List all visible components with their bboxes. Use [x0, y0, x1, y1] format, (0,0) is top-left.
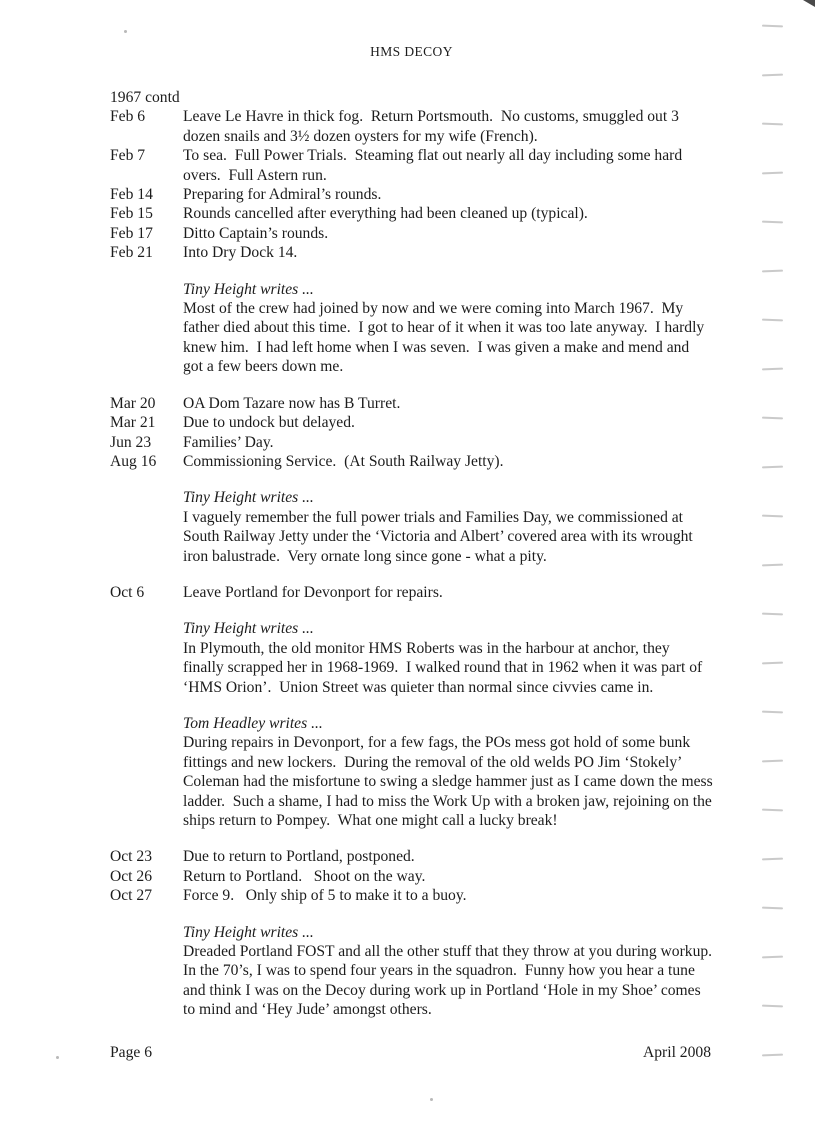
- quote-author: Tiny Height writes ...: [183, 489, 314, 507]
- log-entry-date: Feb 14: [110, 186, 153, 204]
- log-entry-date: Feb 15: [110, 205, 153, 223]
- quote-text: Dreaded Portland FOST and all the other stuff that they throw at you during workup. In the 70’s, I was to spend four years in the squadron. Funny how you hear a tune and think I was on the Decoy during work up in Portland ‘Hole in my Shoe’ comes to mind and ‘Hey Jude’ amongst others.: [183, 943, 720, 1019]
- entries: [110, 107, 720, 1019]
- quote-text: I vaguely remember the full power trials and Families Day, we commissioned at South Railway Jetty under the ‘Victoria and Albert’ covered area with its wrought iron balustrade. Very ornate long since gone - what a pity.: [183, 508, 697, 565]
- log-entry: [110, 224, 713, 243]
- log-entry-text: OA Dom Tazare now has B Turret.: [183, 394, 401, 412]
- log-entry-date: Feb 7: [110, 147, 146, 165]
- log-entry-date: Oct 23: [110, 848, 153, 866]
- log-entry: [110, 413, 713, 432]
- quote-block: [183, 619, 713, 697]
- page-footer: [110, 1044, 711, 1062]
- quote-author: Tom Headley writes ...: [183, 714, 323, 732]
- log-entry-text: Preparing for Admiral’s rounds.: [183, 186, 382, 204]
- log-entry-date: Feb 21: [110, 244, 153, 262]
- log-entry-text: Into Dry Dock 14.: [183, 244, 298, 262]
- quote-author: Tiny Height writes ...: [183, 923, 314, 941]
- log-entry-text: Leave Le Havre in thick fog. Return Portsmouth. No customs, smuggled out 3 dozen snails and 3½ dozen oysters for my wife (French).: [183, 108, 683, 145]
- log-entry: [110, 185, 713, 204]
- quote-author: Tiny Height writes ...: [183, 280, 314, 298]
- log-entry: [110, 886, 713, 905]
- page-number: Page 6: [110, 1044, 153, 1061]
- log-entry: [110, 394, 713, 413]
- log-entry-date: Jun 23: [110, 433, 152, 451]
- log-entry-text: Commissioning Service. (At South Railway Jetty).: [183, 452, 504, 470]
- page-title: HMS DECOY: [370, 44, 453, 59]
- log-entry-text: Families’ Day.: [183, 433, 274, 451]
- log-entry: [110, 867, 713, 886]
- log-entry-text: Ditto Captain’s rounds.: [183, 224, 329, 242]
- log-entry: [110, 583, 713, 602]
- section-heading: 1967 contd: [110, 89, 180, 106]
- quote-author: Tiny Height writes ...: [183, 620, 314, 638]
- log-entry-text: To sea. Full Power Trials. Steaming flat out nearly all day including some hard overs. Full Astern run.: [183, 147, 687, 184]
- log-entry-text: Rounds cancelled after everything had been cleaned up (typical).: [183, 205, 588, 223]
- quote-block: [183, 488, 713, 566]
- log-entry: [110, 146, 713, 185]
- log-entry: [110, 452, 713, 471]
- log-entry-date: Feb 6: [110, 108, 146, 126]
- log-entry-date: Oct 26: [110, 867, 153, 885]
- footer-date: April 2008: [642, 1044, 711, 1061]
- quote-block: [183, 280, 713, 377]
- log-entry: [110, 204, 713, 223]
- log-entry: [110, 243, 713, 262]
- quote-text: In Plymouth, the old monitor HMS Roberts was in the harbour at anchor, they finally scrapped her in 1968-1969. I walked round that in 1962 when it was part of ‘HMS Orion’. Union Street was quieter than normal since civvies came in.: [183, 639, 707, 696]
- scan-speck: [430, 1098, 433, 1101]
- log-entry: [110, 433, 713, 452]
- quote-block: [183, 923, 720, 1020]
- quote-block: [183, 714, 717, 830]
- quote-text: Most of the crew had joined by now and we were coming into March 1967. My father died about this time. I got to hear of it when it was too late anyway. I hardly knew him. I had left home when I was seven. I was given a make and mend and got a few beers down me.: [183, 300, 709, 376]
- log-entry-date: Oct 27: [110, 887, 153, 905]
- log-entry-date: Mar 20: [110, 394, 156, 412]
- log-entry-date: Feb 17: [110, 224, 153, 242]
- scan-speck: [56, 1056, 59, 1059]
- log-entry-date: Mar 21: [110, 414, 156, 432]
- log-entry-date: Aug 16: [110, 452, 157, 470]
- quote-text: During repairs in Devonport, for a few fags, the POs mess got hold of some bunk fittings and new lockers. During the removal of the old welds PO Jim ‘Stokely’ Coleman had the misfortune to swing a sledge hammer just as I came down the mess ladder. Such a shame, I had to miss the Work Up with a broken jaw, rejoining on the ships return to Pompey. What one might call a lucky break!: [183, 734, 717, 829]
- log-entry: [110, 107, 713, 146]
- scan-speck: [124, 30, 127, 33]
- log-entry-text: Due to undock but delayed.: [183, 414, 355, 432]
- log-entry-date: Oct 6: [110, 583, 145, 601]
- log-entry-text: Force 9. Only ship of 5 to make it to a buoy.: [183, 887, 467, 905]
- log-entry: [110, 847, 713, 866]
- log-entry-text: Due to return to Portland, postponed.: [183, 848, 415, 866]
- log-entry-text: Leave Portland for Devonport for repairs.: [183, 583, 443, 601]
- log-entry-text: Return to Portland. Shoot on the way.: [183, 867, 426, 885]
